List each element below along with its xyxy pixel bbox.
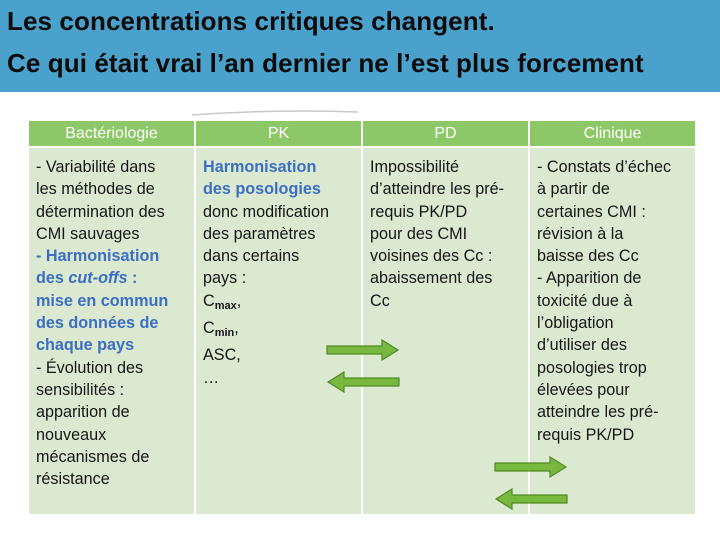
cell-line-highlight: Harmonisation [203, 158, 317, 176]
column-pk [196, 121, 361, 514]
cell-clinique [537, 156, 671, 446]
cell-line: les méthodes de [36, 180, 155, 199]
arrow-right-icon [326, 339, 400, 361]
column-bacteriologie [29, 121, 194, 514]
cell-line: sensibilités : [36, 380, 125, 399]
cell-line: des paramètres [203, 224, 316, 243]
cell-line: abaissement des [370, 269, 493, 288]
comparison-table [29, 121, 695, 514]
cell-line: détermination des [36, 202, 165, 221]
slide-title-line-2: Ce qui était vrai l’an dernier ne l’est plus forcement [7, 48, 644, 78]
cell-pk [203, 156, 329, 389]
cell-line: voisines des Cc : [370, 247, 493, 266]
cell-line: - Constats d’échec [537, 158, 672, 176]
cell-line-highlight: des données de [36, 314, 159, 333]
cell-line [203, 317, 329, 344]
cell-line-highlight: - Harmonisation [36, 247, 160, 266]
text-run: C [203, 319, 215, 338]
cell-line: toxicité due à [537, 291, 633, 310]
cell-line: pays : [203, 269, 247, 288]
arrow-left-icon [494, 488, 568, 510]
cell-line: dans certains [203, 247, 300, 266]
cell-line: requis PK/PD [537, 425, 635, 444]
cell-line: mécanismes de [36, 447, 150, 466]
slide-title-line-1: Les concentrations critiques changent. [7, 6, 495, 36]
cell-line: à partir de [537, 180, 610, 199]
column-header-pd: PD [363, 121, 528, 146]
cell-line: CMI sauvages [36, 224, 140, 243]
cell-line-highlight: chaque pays [36, 336, 135, 355]
cell-line: l’obligation [537, 314, 614, 333]
cell-line: - Apparition de [537, 269, 642, 288]
subscript: min [214, 327, 235, 340]
cell-line: résistance [36, 470, 110, 489]
cell-line-highlight [36, 267, 168, 289]
cell-line: élevées pour [537, 380, 630, 399]
column-header-pk: PK [196, 121, 361, 146]
cell-line: révision à la [537, 224, 624, 243]
column-header-bacteriologie: Bactériologie [29, 121, 194, 146]
text-run: des [36, 269, 69, 288]
cell-line: - Variabilité dans [36, 158, 156, 176]
text-run: C [203, 291, 215, 310]
arrow-right-icon [494, 456, 568, 478]
text-run: : [127, 269, 138, 288]
cell-line: atteindre les pré- [537, 403, 659, 422]
decorative-swoosh [190, 108, 360, 118]
cell-line: … [203, 368, 220, 387]
cell-line: apparition de [36, 403, 130, 422]
text-run: , [236, 291, 242, 310]
cell-line-highlight: des posologies [203, 180, 321, 199]
cell-line [203, 290, 329, 317]
cell-line: posologies trop [537, 358, 647, 377]
cell-line: requis PK/PD [370, 202, 468, 221]
cell-line: Impossibilité [370, 158, 460, 176]
cell-line: Cc [370, 291, 390, 310]
text-run-italic: cut-offs [68, 269, 128, 288]
text-run: , [234, 319, 239, 338]
cell-line: - Évolution des [36, 358, 144, 377]
arrow-left-icon [326, 371, 400, 393]
cell-pd [370, 156, 504, 312]
cell-line: baisse des Cc [537, 247, 639, 266]
cell-line: ASC, [203, 346, 241, 365]
cell-line: certaines CMI : [537, 202, 646, 221]
cell-line: nouveaux [36, 425, 107, 444]
subscript: max [214, 299, 237, 312]
cell-line: donc modification [203, 202, 329, 221]
cell-line: d’utiliser des [537, 336, 627, 355]
cell-line-highlight: mise en commun [36, 291, 169, 310]
cell-line: pour des CMI [370, 224, 468, 243]
cell-bacteriologie [36, 156, 168, 490]
column-header-clinique: Clinique [530, 121, 695, 146]
cell-line: d’atteindre les pré- [370, 180, 505, 199]
